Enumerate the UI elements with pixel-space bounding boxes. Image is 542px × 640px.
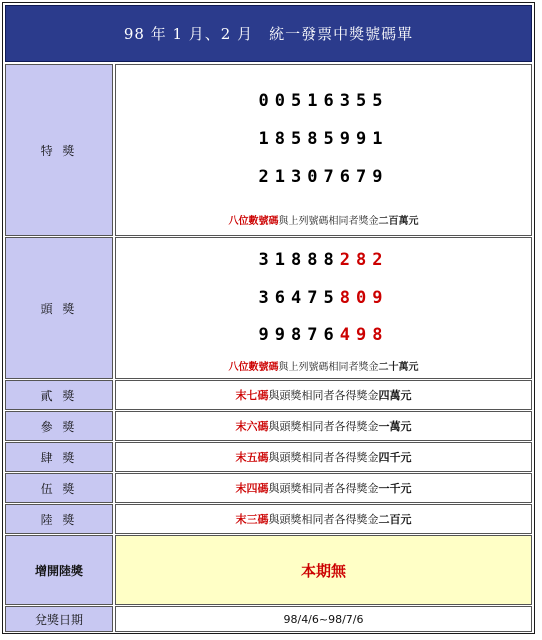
lottery-table — [2, 2, 535, 634]
special-prize-cell — [115, 64, 532, 236]
special-number-3: 21307679 — [258, 167, 389, 187]
fourth-prize-text: 與頭獎相同者各得獎金 — [268, 451, 379, 464]
special-prize-note — [115, 212, 532, 227]
fourth-prize-rule — [115, 442, 532, 472]
fourth-prize-label: 肆 獎 — [5, 442, 113, 472]
sixth-prize-amount: 二百元 — [378, 513, 412, 526]
first-note-text: 與上列號碼相同者獎金 — [278, 362, 379, 373]
extra-prize-value: 本期無 — [115, 535, 532, 605]
first-number-2 — [115, 288, 532, 308]
sixth-prize-text: 與頭獎相同者各得獎金 — [268, 513, 379, 526]
first-number-3-prefix: 99876 — [258, 325, 340, 345]
redeem-date-value: 98/4/6~98/7/6 — [115, 606, 532, 632]
fifth-prize-label: 伍 獎 — [5, 473, 113, 503]
first-note-amount: 二十萬元 — [378, 362, 419, 373]
third-prize-rule — [115, 411, 532, 441]
first-number-1-prefix: 31888 — [258, 250, 340, 270]
special-note-highlight: 八位數號碼 — [228, 216, 279, 227]
sixth-prize-highlight: 末三碼 — [235, 513, 269, 526]
third-prize-amount: 一萬元 — [378, 420, 412, 433]
first-prize-label: 頭 獎 — [5, 237, 113, 379]
fourth-prize-highlight: 末五碼 — [235, 451, 269, 464]
table-title: 98 年 1 月、2 月 統一發票中獎號碼單 — [5, 5, 532, 62]
special-number-1: 00516355 — [258, 91, 389, 111]
first-number-2-suffix: 809 — [339, 288, 389, 308]
third-prize-text: 與頭獎相同者各得獎金 — [268, 420, 379, 433]
fifth-prize-amount: 一千元 — [378, 482, 412, 495]
second-prize-highlight: 末七碼 — [235, 389, 269, 402]
fifth-prize-highlight: 末四碼 — [235, 482, 269, 495]
second-prize-amount: 四萬元 — [378, 389, 412, 402]
first-number-3 — [115, 325, 532, 345]
first-number-1 — [115, 250, 532, 270]
extra-prize-label: 增開陸獎 — [5, 535, 113, 605]
redeem-date-label: 兌獎日期 — [5, 606, 113, 632]
first-number-2-prefix: 36475 — [258, 288, 340, 308]
special-note-amount: 二百萬元 — [378, 216, 419, 227]
special-number-2: 18585991 — [258, 129, 389, 149]
special-note-text: 與上列號碼相同者獎金 — [278, 216, 379, 227]
third-prize-highlight: 末六碼 — [235, 420, 269, 433]
fourth-prize-amount: 四千元 — [378, 451, 412, 464]
first-prize-note — [115, 358, 532, 373]
sixth-prize-label: 陸 獎 — [5, 504, 113, 534]
second-prize-rule — [115, 380, 532, 410]
first-number-3-suffix: 498 — [339, 325, 389, 345]
sixth-prize-rule — [115, 504, 532, 534]
second-prize-label: 貳 獎 — [5, 380, 113, 410]
fifth-prize-text: 與頭獎相同者各得獎金 — [268, 482, 379, 495]
first-note-highlight: 八位數號碼 — [228, 362, 279, 373]
fifth-prize-rule — [115, 473, 532, 503]
first-number-1-suffix: 282 — [339, 250, 389, 270]
special-prize-label: 特 獎 — [5, 64, 113, 236]
third-prize-label: 參 獎 — [5, 411, 113, 441]
second-prize-text: 與頭獎相同者各得獎金 — [268, 389, 379, 402]
